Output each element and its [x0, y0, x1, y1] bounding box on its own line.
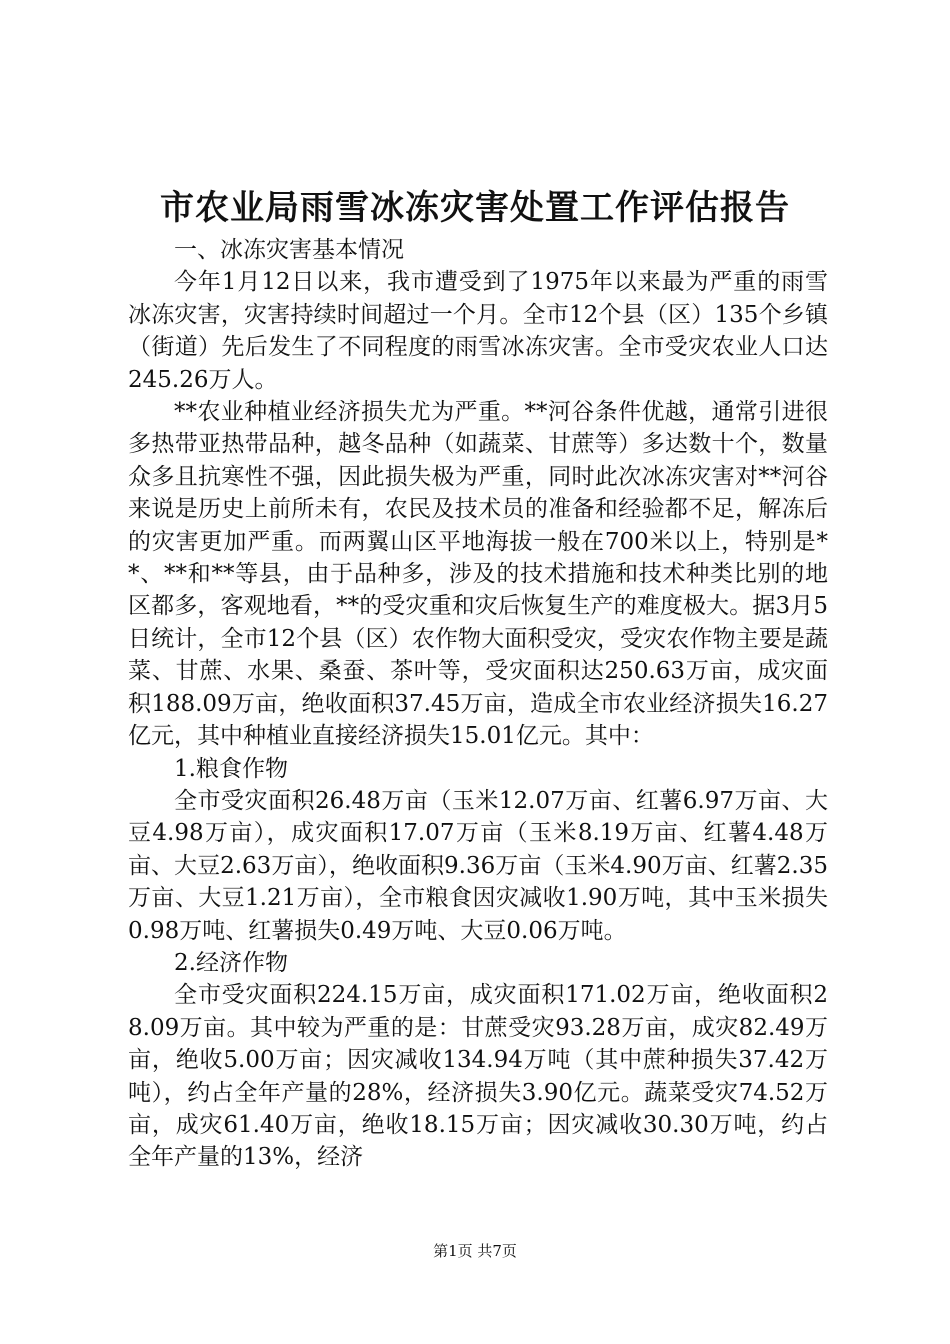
- subsection-heading: 2.经济作物: [174, 949, 288, 976]
- paragraph: **农业种植业经济损失尤为严重。**河谷条件优越，通常引进很多热带亚热带品种，越冬品种（如蔬菜、甘蔗等）多达数十个，数量众多且抗寒性不强，因此损失极为严重，同时此次冰冻灾害对**河谷来说是历史上前所未有，农民及技术员的准备和经验都不足，解冻后的灾害更加严重。而两翼山区平地海拔一般在700米以上，特别是**、**和**等县，由于品种多，涉及的技术措施和技术种类比别的地区都多，客观地看，**的受灾重和灾后恢复生产的难度极大。据3月5日统计，全市12个县（区）农作物大面积受灾，受灾农作物主要是蔬菜、甘蔗、水果、桑蚕、茶叶等，受灾面积达250.63万亩，成灾面积188.09万亩，绝收面积37.45万亩，造成全市农业经济损失16.27亿元，其中种植业直接经济损失15.01亿元。其中：: [128, 399, 828, 750]
- subsection-heading: 1.粮食作物: [174, 755, 288, 782]
- document-title: 市农业局雨雪冰冻灾害处置工作评估报告: [160, 188, 790, 228]
- section-heading: 一、冰冻灾害基本情况: [174, 237, 404, 263]
- paragraph: 今年1月12日以来，我市遭受到了1975年以来最为严重的雨雪冰冻灾害，灾害持续时间超过一个月。全市12个县（区）135个乡镇（街道）先后发生了不同程度的雨雪冰冻灾害。全市受灾农业人口达245.26万人。: [128, 269, 828, 393]
- paragraph: 全市受灾面积224.15万亩，成灾面积171.02万亩，绝收面积28.09万亩。其中较为严重的是：甘蔗受灾93.28万亩，成灾82.49万亩，绝收5.00万亩；因灾减收134.94万吨（其中蔗种损失37.42万吨），约占全年产量的28%，经济损失3.90亿元。蔬菜受灾74.52万亩，成灾61.40万亩，绝收18.15万亩；因灾减收30.30万吨，约占全年产量的13%，经济: [128, 982, 828, 1171]
- paragraph: 全市受灾面积26.48万亩（玉米12.07万亩、红薯6.97万亩、大豆4.98万亩），成灾面积17.07万亩（玉米8.19万亩、红薯4.48万亩、大豆2.63万亩），绝收面积9.36万亩（玉米4.90万亩、红薯2.35万亩、大豆1.21万亩），全市粮食因灾减收1.90万吨，其中玉米损失0.98万吨、红薯损失0.49万吨、大豆0.06万吨。: [128, 787, 828, 944]
- document-body: [128, 234, 828, 1174]
- page-number-footer: 第1页 共7页: [433, 1242, 517, 1260]
